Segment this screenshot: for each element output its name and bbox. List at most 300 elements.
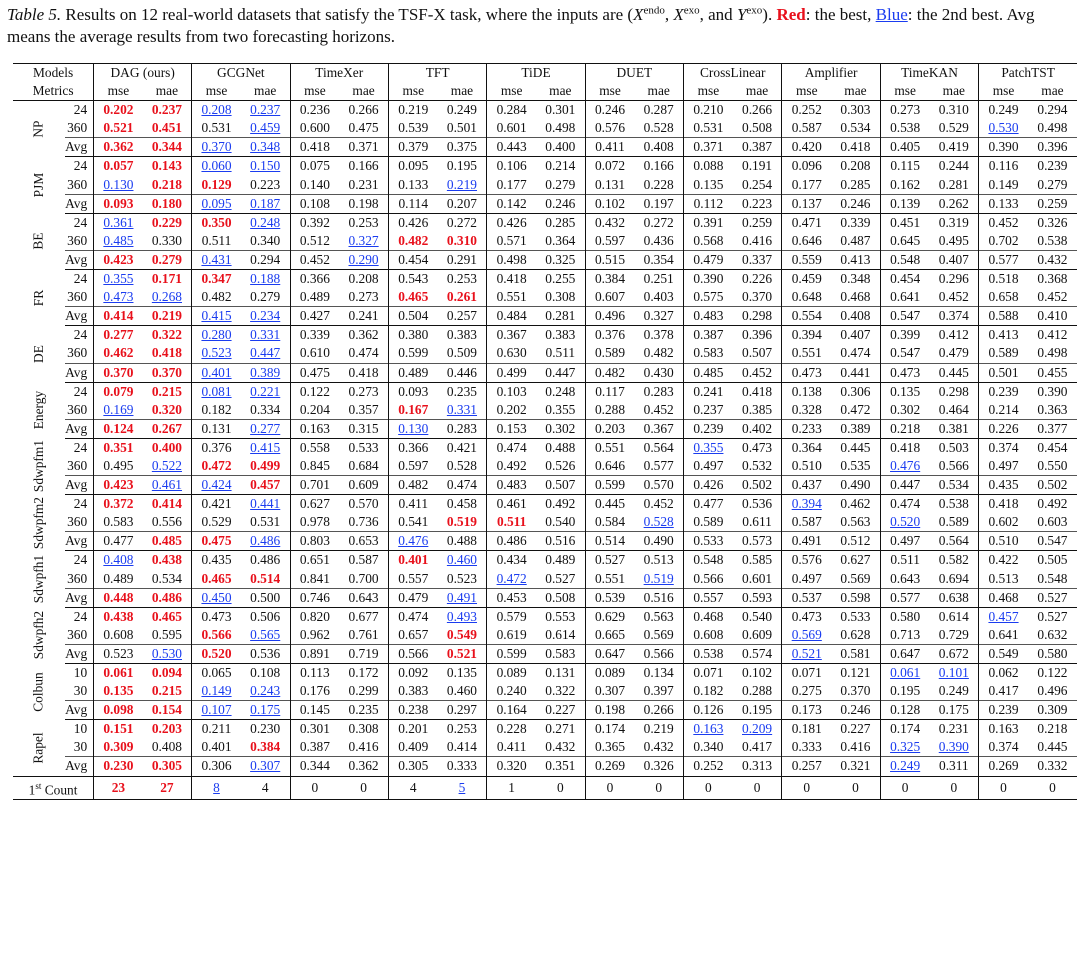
value-cell: [1028, 307, 1077, 326]
value-cell: [438, 701, 487, 720]
value-cell: [339, 270, 388, 289]
value: 0.539: [594, 589, 626, 605]
metric-header: mse: [782, 82, 831, 101]
value-cell: [1028, 119, 1077, 138]
value: 0.608: [103, 626, 134, 642]
best-value: 0.451: [151, 120, 182, 136]
value: 0.646: [791, 232, 822, 248]
value-cell: [438, 476, 487, 495]
metric-header: mae: [339, 82, 388, 101]
value-cell: [684, 532, 733, 551]
value: 0.138: [791, 383, 822, 399]
value: 0.432: [545, 739, 576, 755]
value: 0.281: [938, 176, 969, 192]
value-cell: [290, 157, 339, 176]
value-cell: [831, 476, 880, 495]
value-cell: [241, 101, 290, 120]
value: 0.414: [446, 739, 478, 755]
value: 0.367: [496, 327, 527, 343]
value-cell: [536, 532, 585, 551]
value: 0.354: [643, 251, 674, 267]
horizon-label: 24: [65, 495, 94, 514]
value: 0.473: [742, 439, 773, 455]
horizon-label: 360: [65, 176, 94, 195]
value-cell: [979, 344, 1028, 363]
value: 0.543: [398, 271, 429, 287]
second-value: 0.101: [938, 665, 969, 680]
best-value: 0.519: [446, 514, 478, 530]
value: 0.093: [398, 383, 429, 399]
legend-red: Red: [776, 5, 806, 24]
value-cell: [929, 344, 978, 363]
value-cell: [192, 176, 241, 195]
best-value: 0.472: [201, 457, 232, 473]
value-cell: [487, 250, 536, 269]
value-cell: [782, 213, 831, 232]
best-value: 0.521: [446, 645, 478, 661]
value: 0.102: [742, 665, 773, 680]
value-cell: [339, 138, 388, 157]
second-value: 0.520: [890, 514, 921, 530]
value-cell: [94, 344, 143, 363]
table-row: [13, 326, 1077, 345]
second-value: 0.485: [103, 232, 134, 248]
value-cell: [290, 438, 339, 457]
value-cell: [880, 682, 929, 701]
value-cell: [94, 588, 143, 607]
value: 0.259: [1037, 195, 1068, 211]
table-row: [13, 607, 1077, 626]
value: 0.426: [693, 477, 724, 493]
value-cell: [831, 626, 880, 645]
value-cell: [487, 157, 536, 176]
value-cell: [388, 382, 437, 401]
value-cell: [290, 326, 339, 345]
value: 0.447: [890, 477, 921, 493]
best-value: 0.151: [103, 721, 134, 737]
value-cell: [782, 232, 831, 251]
avg-label: Avg: [65, 419, 94, 438]
best-value: 0.485: [151, 533, 182, 549]
value-cell: [388, 157, 437, 176]
value: 0.208: [840, 158, 871, 174]
second-value: 0.530: [151, 645, 182, 661]
value-cell: [585, 682, 634, 701]
value-cell: [192, 250, 241, 269]
value: 0.397: [643, 683, 674, 699]
value-cell: [192, 513, 241, 532]
value-cell: [94, 701, 143, 720]
second-value: 0.394: [791, 496, 822, 512]
value-cell: [94, 664, 143, 683]
second-value: 0.219: [446, 176, 478, 192]
second-value: 0.248: [250, 214, 281, 230]
value-cell: [487, 438, 536, 457]
value-cell: [487, 476, 536, 495]
value: 0.330: [151, 232, 182, 248]
value-cell: [241, 307, 290, 326]
value: 0.495: [938, 232, 969, 248]
value-cell: [831, 457, 880, 476]
value-cell: [192, 588, 241, 607]
value: 0.515: [594, 251, 626, 267]
value: 0.211: [201, 721, 232, 737]
value: 0.614: [545, 626, 576, 642]
value: 0.599: [594, 477, 626, 493]
value-cell: [192, 344, 241, 363]
value-cell: [438, 757, 487, 776]
value: 0.198: [594, 702, 626, 718]
value-cell: [880, 382, 929, 401]
value: 0.062: [988, 665, 1019, 680]
dataset-name: Energy: [31, 391, 46, 430]
value: 0.411: [496, 739, 527, 755]
value-cell: [782, 776, 831, 800]
value-cell: [339, 532, 388, 551]
value: 0.570: [348, 496, 379, 512]
value-cell: [733, 344, 782, 363]
value-cell: [388, 344, 437, 363]
value-cell: [94, 232, 143, 251]
best-value: 0.218: [151, 176, 182, 192]
value-cell: [634, 682, 683, 701]
value: 4: [409, 779, 417, 795]
value-cell: [979, 213, 1028, 232]
best-value: 0.094: [151, 665, 182, 680]
value: 0.540: [545, 514, 576, 530]
value-cell: [438, 532, 487, 551]
value-cell: [782, 250, 831, 269]
value: 0.294: [250, 251, 281, 267]
value-cell: [487, 757, 536, 776]
best-value: 0.372: [103, 496, 134, 512]
value: 0.396: [742, 327, 773, 343]
value-cell: [192, 551, 241, 570]
value: 0.162: [890, 176, 921, 192]
value-cell: [339, 401, 388, 420]
value: 0.651: [299, 552, 330, 568]
value: 0.597: [398, 457, 429, 473]
value: 0.365: [594, 739, 626, 755]
value-cell: [733, 588, 782, 607]
value-cell: [438, 119, 487, 138]
value: 0.445: [840, 439, 871, 455]
value: 0.511: [201, 232, 232, 248]
value: 0: [606, 779, 614, 795]
dataset-label: [13, 213, 65, 269]
value: 0.357: [348, 401, 379, 417]
value-cell: [143, 250, 192, 269]
horizon-label: 30: [65, 738, 94, 757]
second-value: 0.277: [250, 420, 281, 436]
value: 0.387: [693, 327, 724, 343]
value-cell: [143, 626, 192, 645]
value: 0.108: [299, 195, 330, 211]
value-cell: [634, 101, 683, 120]
value-cell: [634, 326, 683, 345]
value: 0.492: [1037, 496, 1068, 512]
best-value: 0.219: [151, 308, 182, 324]
value-cell: [880, 513, 929, 532]
value: 0.548: [1037, 570, 1068, 586]
value: 0.204: [299, 401, 330, 417]
best-value: 0.486: [151, 589, 182, 605]
value-cell: [929, 194, 978, 213]
value: 0.585: [742, 552, 773, 568]
value-cell: [536, 157, 585, 176]
value: 0.272: [446, 214, 478, 230]
value-cell: [831, 288, 880, 307]
second-value: 0.208: [201, 102, 232, 118]
value-cell: [290, 419, 339, 438]
value: 0.597: [594, 232, 626, 248]
value-cell: [487, 232, 536, 251]
value: 0.512: [840, 533, 871, 549]
second-value: 0.486: [250, 533, 281, 549]
value: 0.436: [643, 232, 674, 248]
avg-label: Avg: [65, 138, 94, 157]
value: 0.272: [643, 214, 674, 230]
second-value: 0.060: [201, 158, 232, 174]
second-value: 0.234: [250, 308, 281, 324]
value-cell: [733, 513, 782, 532]
avg-label: Avg: [65, 757, 94, 776]
value-cell: [979, 288, 1028, 307]
value-cell: [634, 495, 683, 514]
horizon-label: 24: [65, 551, 94, 570]
value-cell: [438, 457, 487, 476]
value: 0.761: [348, 626, 379, 642]
value: 0.418: [348, 364, 379, 380]
value-cell: [487, 270, 536, 289]
value-cell: [733, 157, 782, 176]
value: 0.538: [693, 645, 724, 661]
value-cell: [782, 157, 831, 176]
avg-label: Avg: [65, 307, 94, 326]
value: 0.392: [299, 214, 330, 230]
table-row: [13, 363, 1077, 382]
second-value: 0.243: [250, 683, 281, 699]
value-cell: [438, 401, 487, 420]
value: 0.315: [348, 420, 379, 436]
value-cell: [979, 382, 1028, 401]
value-cell: [880, 776, 929, 800]
avg-label: Avg: [65, 532, 94, 551]
value: 0.536: [250, 645, 281, 661]
value-cell: [487, 119, 536, 138]
value-cell: [94, 570, 143, 589]
value-cell: [143, 607, 192, 626]
value: 0.581: [840, 645, 871, 661]
best-value: 0.549: [446, 626, 478, 642]
value-cell: [880, 138, 929, 157]
value: 0.252: [693, 758, 724, 774]
value-cell: [388, 363, 437, 382]
value-cell: [241, 382, 290, 401]
value-cell: [94, 194, 143, 213]
value: 0.510: [791, 457, 822, 473]
value-cell: [339, 644, 388, 663]
table-row: [13, 701, 1077, 720]
value-cell: [782, 138, 831, 157]
caption-close: ).: [762, 5, 773, 24]
value: 0.253: [348, 214, 379, 230]
second-value: 0.325: [890, 739, 921, 755]
value-cell: [979, 157, 1028, 176]
value-cell: [929, 551, 978, 570]
value: 0.273: [348, 383, 379, 399]
value-cell: [1028, 588, 1077, 607]
value: 0.579: [496, 608, 527, 624]
value: 0.203: [594, 420, 626, 436]
best-value: 0.203: [151, 721, 182, 737]
table-row: [13, 270, 1077, 289]
best-value: 0.482: [398, 232, 429, 248]
value-cell: [94, 250, 143, 269]
legend-blue-desc: : the 2nd best. Avg means the average results from two forecasting horizons.: [7, 5, 1035, 46]
value: 0.303: [840, 102, 871, 118]
value-cell: [684, 438, 733, 457]
value: 0.490: [643, 533, 674, 549]
best-value: 0.229: [151, 214, 182, 230]
second-value: 0.249: [890, 758, 921, 774]
value-cell: [684, 119, 733, 138]
value-cell: [290, 401, 339, 420]
value-cell: [831, 176, 880, 195]
value: 0.455: [1037, 364, 1068, 380]
value: 0.366: [299, 271, 330, 287]
value: 0.583: [545, 645, 576, 661]
best-value: 0.462: [103, 345, 134, 361]
value: 0.075: [299, 158, 330, 174]
value-cell: [733, 270, 782, 289]
value-cell: [979, 101, 1028, 120]
value-cell: [929, 476, 978, 495]
value: 0.182: [693, 683, 724, 699]
value: 0.610: [299, 345, 330, 361]
value-cell: [634, 382, 683, 401]
value-cell: [684, 682, 733, 701]
value: 0.207: [446, 195, 478, 211]
second-value: 0.327: [348, 232, 379, 248]
value: 0.557: [693, 589, 724, 605]
value: 0.452: [1037, 289, 1068, 305]
value-cell: [1028, 513, 1077, 532]
avg-label: Avg: [65, 644, 94, 663]
value-cell: [290, 607, 339, 626]
value: 0: [950, 779, 958, 795]
second-value: 0.565: [250, 626, 281, 642]
value-cell: [143, 513, 192, 532]
value-cell: [241, 119, 290, 138]
value-cell: [143, 664, 192, 683]
second-value: 0.370: [201, 139, 232, 155]
value-cell: [782, 419, 831, 438]
value: 0.421: [201, 496, 232, 512]
value: 0.472: [840, 401, 871, 417]
second-value: 0.472: [496, 570, 527, 586]
value: 0.619: [496, 626, 527, 642]
best-value: 0.215: [151, 383, 182, 399]
value-cell: [929, 157, 978, 176]
value-cell: [929, 720, 978, 739]
value-cell: [733, 326, 782, 345]
model-header: TiDE: [487, 64, 585, 83]
value: 0.407: [840, 327, 871, 343]
value: 0.175: [938, 702, 969, 718]
second-value: 0.431: [201, 251, 232, 267]
value: 0.218: [890, 420, 921, 436]
value: 0.181: [791, 721, 822, 737]
value: 0.344: [299, 758, 330, 774]
value-cell: [290, 363, 339, 382]
value-cell: [733, 626, 782, 645]
value-cell: [733, 532, 782, 551]
value-cell: [536, 570, 585, 589]
value-cell: [733, 250, 782, 269]
value-cell: [94, 438, 143, 457]
metric-header: mse: [684, 82, 733, 101]
value: 0.226: [988, 420, 1019, 436]
horizon-label: 360: [65, 288, 94, 307]
value-cell: [143, 157, 192, 176]
value-cell: [929, 401, 978, 420]
second-value: 0.450: [201, 589, 232, 605]
value: 0.509: [446, 345, 478, 361]
value: 0.573: [742, 533, 773, 549]
value: 0.603: [1037, 514, 1068, 530]
value-cell: [94, 551, 143, 570]
value-cell: [634, 588, 683, 607]
value-cell: [684, 701, 733, 720]
value-cell: [487, 738, 536, 757]
value: 0.363: [1037, 401, 1068, 417]
value: 0.239: [988, 702, 1019, 718]
horizon-label: 360: [65, 344, 94, 363]
value: 0.394: [791, 327, 822, 343]
value: 0.609: [348, 477, 379, 493]
value-cell: [143, 644, 192, 663]
value: 0.246: [840, 195, 871, 211]
value-cell: [339, 682, 388, 701]
value-cell: [388, 644, 437, 663]
second-value: 0.569: [791, 626, 822, 642]
dataset-label: [13, 270, 65, 326]
value-cell: [388, 270, 437, 289]
value-cell: [241, 326, 290, 345]
metric-header: mae: [438, 82, 487, 101]
value-cell: [143, 344, 192, 363]
value-cell: [536, 270, 585, 289]
horizon-label: 24: [65, 157, 94, 176]
value: 0.534: [151, 570, 182, 586]
value-cell: [585, 570, 634, 589]
table-row: [13, 138, 1077, 157]
value-cell: [487, 551, 536, 570]
value-cell: [192, 232, 241, 251]
value: 0.580: [890, 608, 921, 624]
value: 0.452: [988, 214, 1019, 230]
table-row: [13, 682, 1077, 701]
value: 0.249: [938, 683, 969, 699]
value-cell: [1028, 551, 1077, 570]
value-cell: [192, 101, 241, 120]
value: 0.548: [693, 552, 724, 568]
value: 0: [803, 779, 811, 795]
value-cell: [634, 250, 683, 269]
value-cell: [143, 738, 192, 757]
first-count-row: [13, 776, 1077, 800]
